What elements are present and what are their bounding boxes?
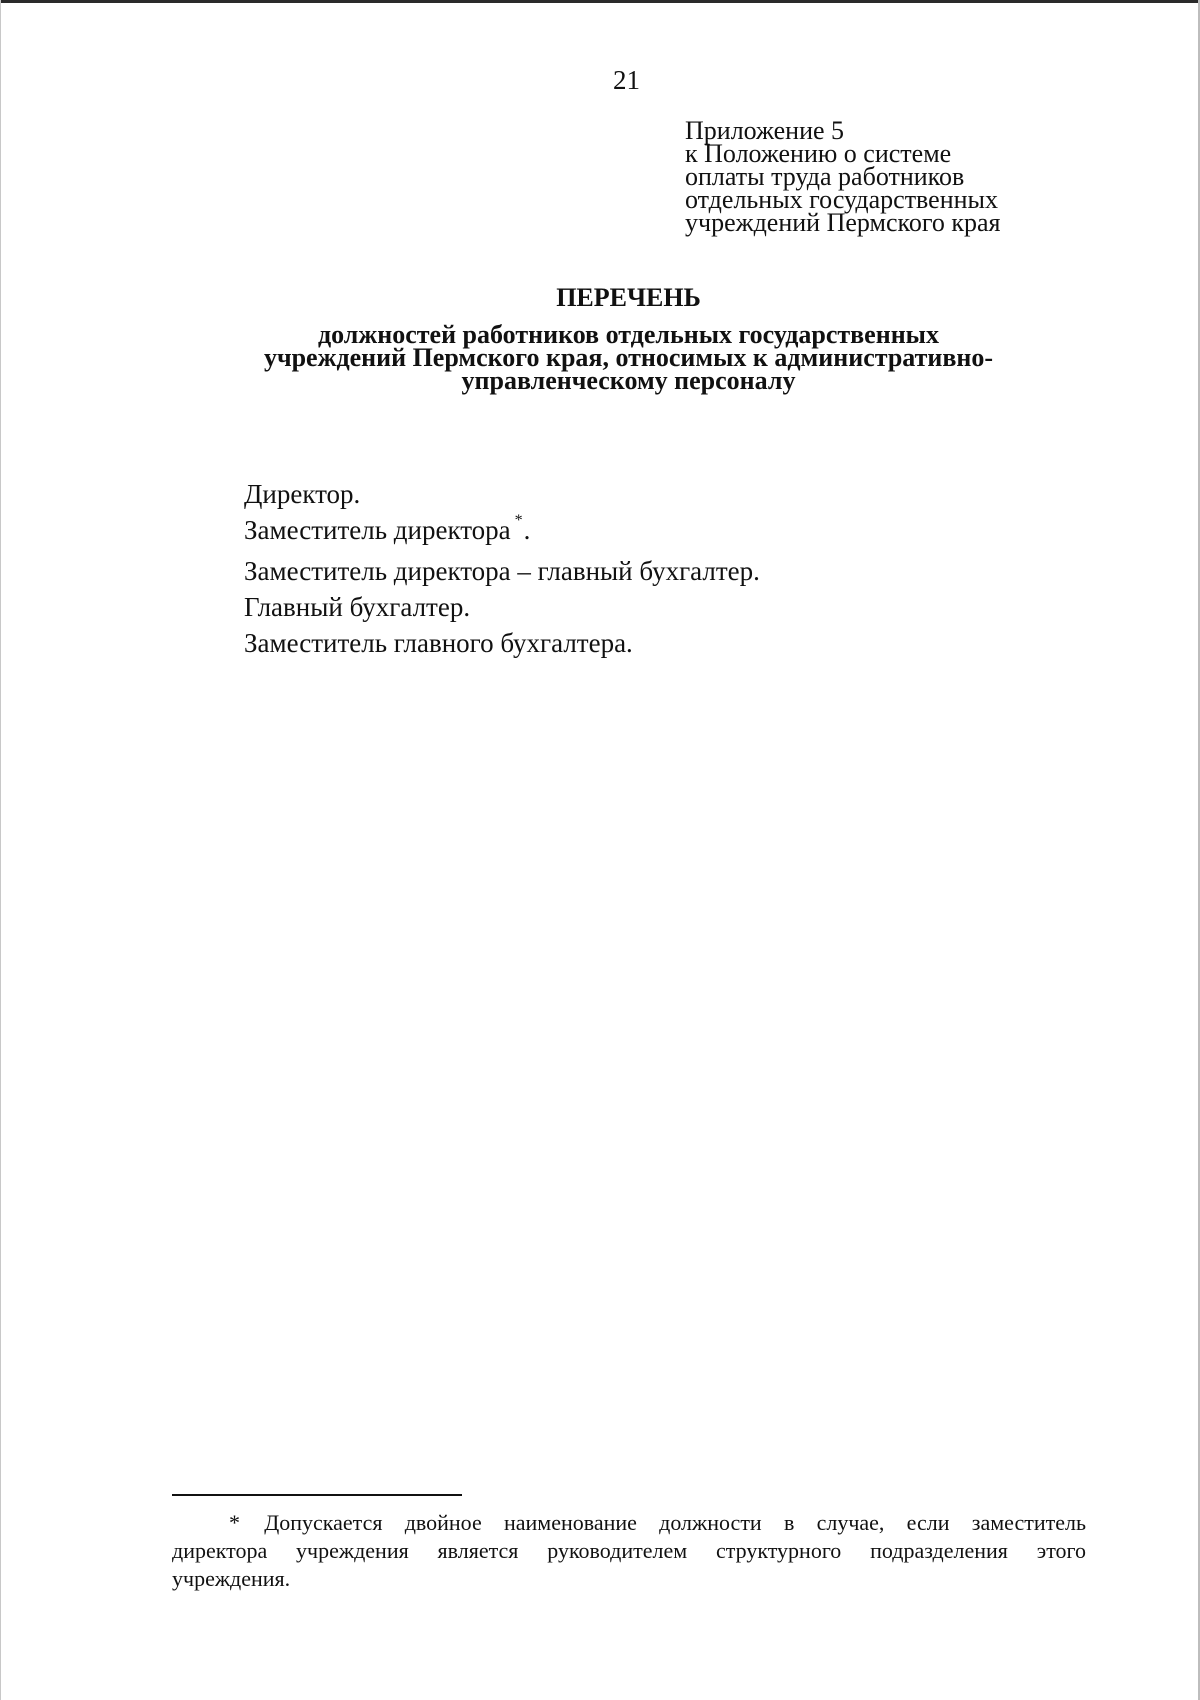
scan-edge-left bbox=[0, 0, 1, 1700]
appendix-line: Приложение 5 bbox=[685, 116, 845, 145]
subtitle-line: управленческому персоналу bbox=[461, 366, 796, 395]
positions-list bbox=[244, 476, 1044, 661]
footnote-line bbox=[172, 1509, 1086, 1537]
position-text: Заместитель директора bbox=[244, 515, 511, 545]
subtitle-line: должностей работников отдельных государственных bbox=[318, 320, 939, 349]
appendix-line: отдельных государственных bbox=[685, 185, 999, 214]
footnote-marker: * bbox=[229, 1510, 240, 1535]
footnote-separator bbox=[172, 1494, 462, 1496]
footnote-reference-marker: * bbox=[514, 512, 523, 529]
position-item: Заместитель главного бухгалтера. bbox=[244, 628, 633, 658]
footnote bbox=[172, 1509, 1086, 1593]
footnote-line: учреждения. bbox=[172, 1566, 291, 1591]
page-number: 21 bbox=[613, 65, 640, 95]
scan-edge-top bbox=[0, 0, 1200, 3]
subtitle-line: учреждений Пермского края, относимых к административно- bbox=[263, 343, 994, 372]
footnote-text: Допускается двойное наименование должности в случае, если заместитель bbox=[264, 1510, 1086, 1535]
position-item bbox=[244, 512, 1044, 553]
document-subtitle bbox=[0, 320, 1200, 395]
footnote-line: директора учреждения является руководителем структурного подразделения этого bbox=[172, 1538, 1086, 1563]
appendix-reference bbox=[685, 116, 1105, 237]
position-period: . bbox=[523, 515, 531, 545]
appendix-line: оплаты труда работников bbox=[685, 162, 965, 191]
appendix-line: к Положению о системе bbox=[685, 139, 952, 168]
document-title: ПЕРЕЧЕНЬ bbox=[556, 283, 701, 312]
appendix-line: учреждений Пермского края bbox=[685, 208, 1001, 237]
position-item: Директор. bbox=[244, 479, 361, 509]
position-item: Главный бухгалтер. bbox=[244, 592, 471, 622]
position-item: Заместитель директора – главный бухгалтер. bbox=[244, 556, 760, 586]
